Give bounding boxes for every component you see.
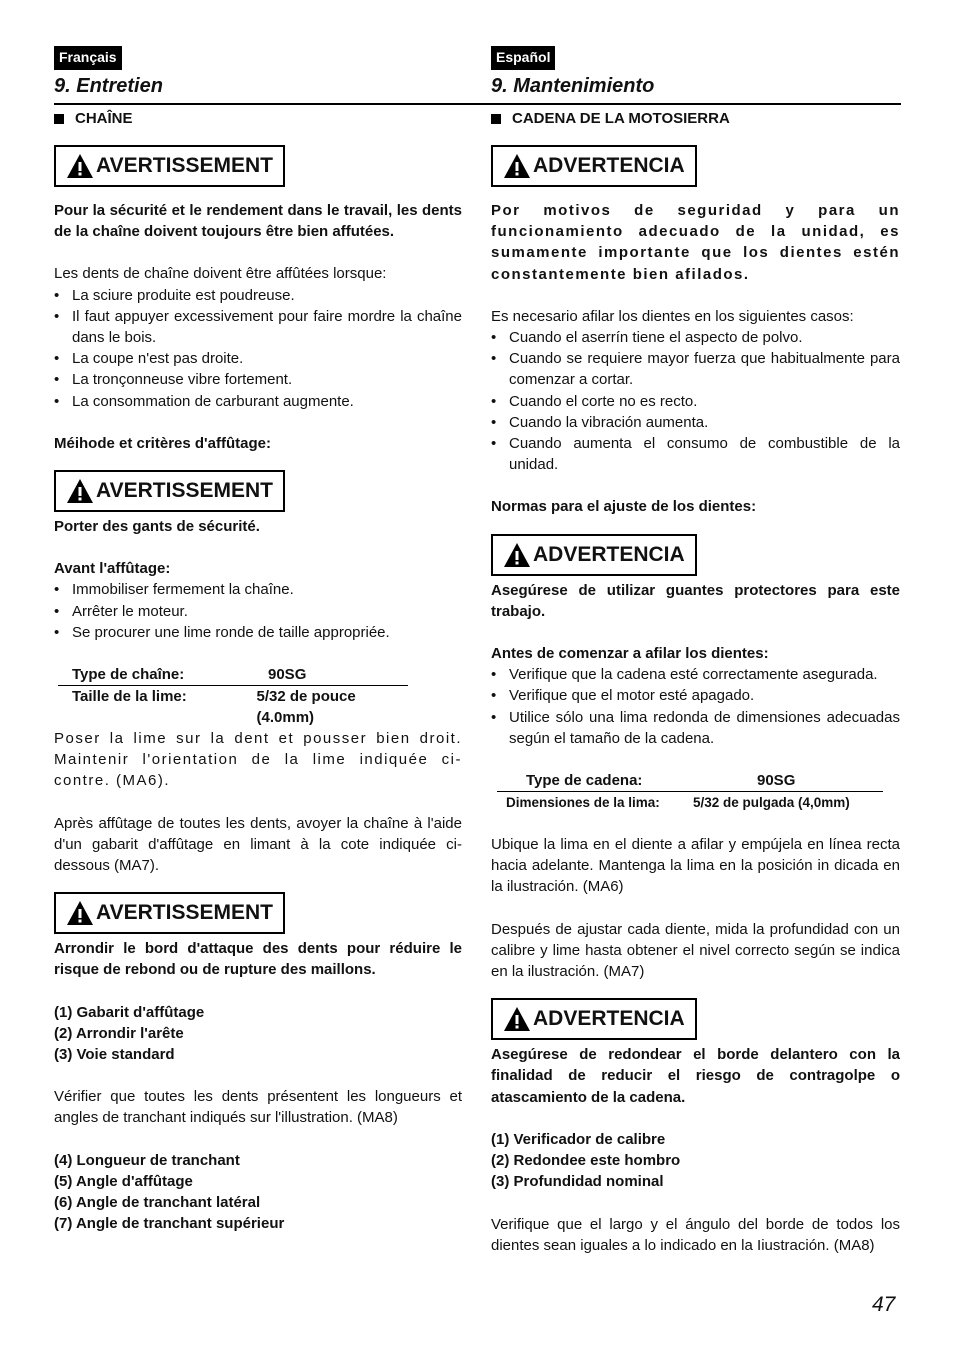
legend-item: (3) Voie standard (54, 1046, 175, 1064)
spec-row: Type de cadena: 90SG (497, 770, 883, 792)
warning-box-1: AVERTISSEMENT (54, 145, 285, 187)
warning-text-2: Asegúrese de utilizar guantes protectores para este trabajo. (491, 581, 900, 620)
page-number: 47 (872, 1293, 896, 1316)
spanish-column (491, 46, 900, 1256)
list-item: • La coupe n'est pas droite. (54, 348, 462, 369)
paragraph: Ubique la lima en el diente a afilar y empújela en línea recta hacia adelante. Mantenga la lima en la posición in dicada en la ilustración. (MA6) (491, 836, 900, 896)
list-item: • Verifique que el motor esté apagado. (491, 685, 900, 706)
intro-text: Les dents de chaîne doivent être affûtées lorsque: (54, 265, 387, 283)
list-item: • Cuando el aserrín tiene el aspecto de polvo. (491, 327, 900, 348)
warning-box-3: AVERTISSEMENT (54, 892, 285, 934)
legend-item: (2) Arrondir l'arête (54, 1024, 184, 1042)
spec-row: Type de chaîne: 90SG (58, 664, 408, 686)
subsection-heading: CADENA DE LA MOTOSIERRA (491, 109, 900, 129)
section-title-french: 9. Entretien (54, 75, 163, 97)
list-item: • Cuando se requiere mayor fuerza que habitualmente para comenzar a cortar. (491, 348, 900, 390)
warning-triangle-icon (66, 900, 94, 926)
spec-table (58, 664, 408, 727)
legend-item: (1) Gabarit d'affûtage (54, 1003, 205, 1021)
subsection-heading: CHAÎNE (54, 109, 462, 129)
legend-item: (4) Longueur de tranchant (54, 1151, 240, 1169)
method-heading: Normas para el ajuste de los dientes: (491, 498, 757, 516)
before-list (54, 579, 462, 643)
intro-text: Es necesario afilar los dientes en los siguientes casos: (491, 307, 854, 325)
list-item: • La sciure produite est poudreuse. (54, 285, 462, 306)
before-heading: Avant l'affûtage: (54, 560, 171, 578)
warning-triangle-icon (66, 478, 94, 504)
list-item: • La tronçonneuse vibre fortement. (54, 369, 462, 390)
conditions-list (491, 327, 900, 475)
list-item: • Arrêter le moteur. (54, 601, 462, 622)
square-bullet-icon (491, 114, 501, 124)
language-tab-french: Français (54, 46, 122, 70)
list-item: • Cuando aumenta el consumo de combustible de la unidad. (491, 433, 900, 475)
spec-row: Taille de la lime: 5/32 de pouce (4.0mm) (72, 688, 356, 727)
warning-triangle-icon (503, 542, 531, 568)
legend-item: (6) Angle de tranchant latéral (54, 1194, 261, 1212)
conditions-list (54, 285, 462, 412)
warning-text-1: Por motivos de seguridad y para un funcionamiento adecuado de la unidad, es sumamente importante que los dientes estén constantemente bien afilados. (491, 202, 900, 283)
list-item: • La consommation de carburant augmente. (54, 391, 462, 412)
method-heading: Méihode et critères d'affûtage: (54, 434, 271, 452)
paragraph: Poser la lime sur la dent et pousser bien droit. Maintenir l'orientation de la lime indiquée ci-contre. (MA6). (54, 730, 462, 790)
list-item: • Verifique que la cadena esté correctamente asegurada. (491, 664, 900, 685)
paragraph: Après affûtage de toutes les dents, avoyer la chaîne à l'aide d'un gabarit d'affûtage en limant à la cote indiquée ci-dessous (MA7). (54, 814, 462, 875)
warning-box-1: ADVERTENCIA (491, 145, 697, 187)
before-list (491, 664, 900, 749)
legend-item: (1) Verificador de calibre (491, 1130, 666, 1148)
list-item: • Utilice sólo una lima redonda de dimensiones adecuadas según el tamaño de la cadena. (491, 707, 900, 749)
list-item: • Cuando la vibración aumenta. (491, 412, 900, 433)
square-bullet-icon (54, 114, 64, 124)
warning-triangle-icon (503, 1006, 531, 1032)
warning-text-3: Asegúrese de redondear el borde delantero con la finalidad de reducir el riesgo de contragolpe o atascamiento de la cadena. (491, 1046, 900, 1106)
paragraph: Después de ajustar cada diente, mida la profundidad con un calibre y lime hasta obtener el nivel correcto según se indica en la ilustración. (MA7) (491, 920, 900, 981)
paragraph: Vérifier que toutes les dents présentent les longueurs et angles de tranchant indiqués sur l'illustration. (MA8) (54, 1088, 462, 1127)
list-item: • Immobiliser fermement la chaîne. (54, 579, 462, 600)
legend-item: (3) Profundidad nominal (491, 1173, 664, 1191)
french-column (54, 46, 462, 1235)
spec-table (497, 770, 883, 813)
warning-text-3: Arrondir le bord d'attaque des dents pour réduire le risque de rebond ou de rupture des maillons. (54, 940, 462, 979)
warning-text-1: Pour la sécurité et le rendement dans le travail, les dents de la chaîne doivent toujours être bien affutées. (54, 202, 462, 241)
legend-item: (5) Angle d'affûtage (54, 1172, 193, 1190)
warning-triangle-icon (66, 153, 94, 179)
before-heading: Antes de comenzar a afilar los dientes: (491, 645, 769, 663)
warning-box-2: AVERTISSEMENT (54, 470, 285, 512)
warning-text-2: Porter des gants de sécurité. (54, 518, 260, 536)
list-item: • Cuando el corte no es recto. (491, 391, 900, 412)
paragraph: Verifique que el largo y el ángulo del borde de todos los dientes sean iguales a lo indicado en la Iiustración. (MA8) (491, 1215, 900, 1254)
warning-box-2: ADVERTENCIA (491, 534, 697, 576)
warning-triangle-icon (503, 153, 531, 179)
spec-row: Dimensiones de la lima: 5/32 de pulgada (4,0mm) (506, 795, 850, 811)
list-item: • Il faut appuyer excessivement pour faire mordre la chaîne dans le bois. (54, 306, 462, 348)
legend-item: (7) Angle de tranchant supérieur (54, 1215, 285, 1233)
language-tab-spanish: Español (491, 46, 555, 70)
section-title-spanish: 9. Mantenimiento (491, 75, 655, 97)
legend-item: (2) Redondee este hombro (491, 1152, 681, 1170)
warning-box-3: ADVERTENCIA (491, 998, 697, 1040)
list-item: • Se procurer une lime ronde de taille appropriée. (54, 622, 462, 643)
